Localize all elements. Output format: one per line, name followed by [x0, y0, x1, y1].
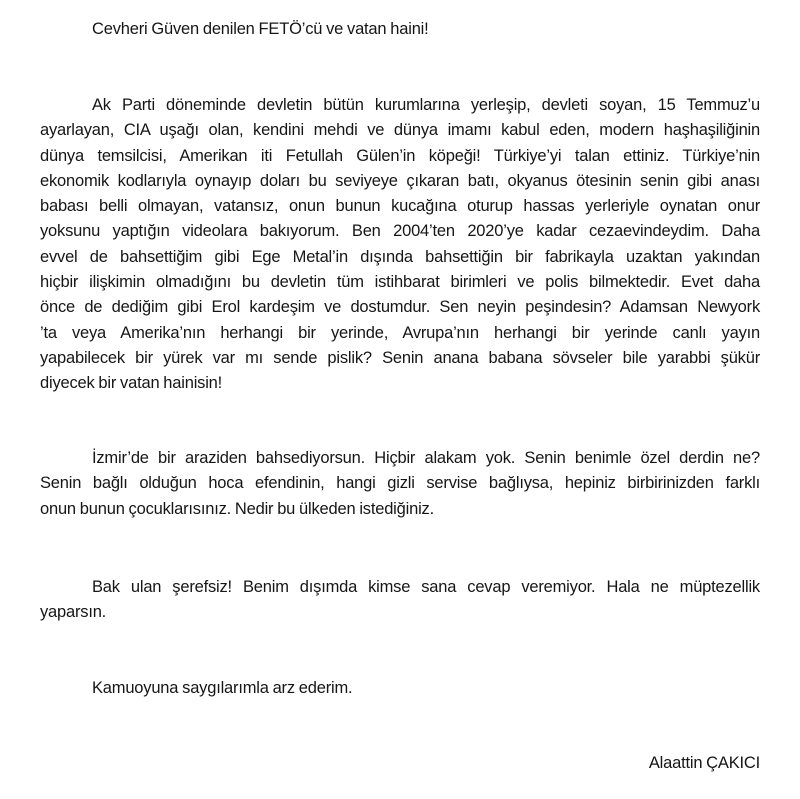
text-line: yaparsın. [40, 603, 107, 622]
document-heading: Cevheri Güven denilen FETÖ’cü ve vatan haini! [92, 20, 429, 38]
text-line: önce de dediğim gibi Erol kardeşim ve dostumdur. Sen neyin peşindesin? Adamsan Newyork [40, 298, 760, 317]
closing-statement: Kamuoyuna saygılarımla arz ederim. [92, 679, 353, 697]
text-line: Senin bağlı olduğun hoca efendinin, hangi gizli servise bağlıysa, hepiniz birbirinizden farklı [40, 474, 760, 493]
text-line: evvel de bahsettiğim gibi Ege Metal’in dışında bahsettiğin bir fabrikayla uzaktan yakından [40, 247, 760, 266]
text-line: ekonomik kodlarıyla oynayıp doları bu seviyeye çıkaran batı, okyanus ötesinin senin gibi anası [40, 171, 760, 190]
paragraph-izmir-response [40, 446, 760, 522]
text-line: yapabilecek bir yürek var mı sende pislik? Senin anana babana sövseler bile yarabbi şükür [40, 348, 760, 367]
signature: Alaattin ÇAKICI [648, 754, 760, 772]
text-line: onun bunun çocuklarısınız. Nedir bu ülkeden istediğiniz. [40, 499, 434, 518]
paragraph-challenge [40, 575, 760, 626]
paragraph-main-accusation [40, 93, 760, 397]
text-line: hiçbir ilişkimin olmadığını bu devletin tüm istihbarat birimleri ve polis bilmektedir. Evet daha [40, 273, 760, 292]
text-line: yoksunu yaptığın videolara bakıyorum. Ben 2004’ten 2020’ye kadar cezaevindeydim. Daha [40, 222, 760, 241]
text-line: ’ta veya Amerika’nın herhangi bir yerinde, Avrupa’nın herhangi bir yerinde canlı yayın [40, 323, 760, 342]
text-line: dünya temsilcisi, Amerikan iti Fetullah Gülen’in köpeği! Türkiye’yi talan ettiniz. Türkiye’nin [40, 146, 760, 165]
text-line: İzmir’de bir araziden bahsediyorsun. Hiçbir alakam yok. Senin benimle özel derdin ne? [92, 449, 760, 467]
text-line: babası belli olmayan, vatansız, onun bunun kucağına oturup hassas yerleriyle oynatan onur [40, 197, 760, 216]
text-line: diyecek bir vatan hainisin! [40, 374, 223, 393]
text-line: ayarlayan, CIA uşağı olan, kendini mehdi ve dünya imamı kabul eden, modern haşhaşiliğinin [40, 121, 760, 140]
text-line: Ak Parti döneminde devletin bütün kurumlarına yerleşip, devleti soyan, 15 Temmuz’u [92, 96, 760, 114]
text-line: Bak ulan şerefsiz! Benim dışımda kimse sana cevap veremiyor. Hala ne müptezellik [92, 578, 760, 596]
